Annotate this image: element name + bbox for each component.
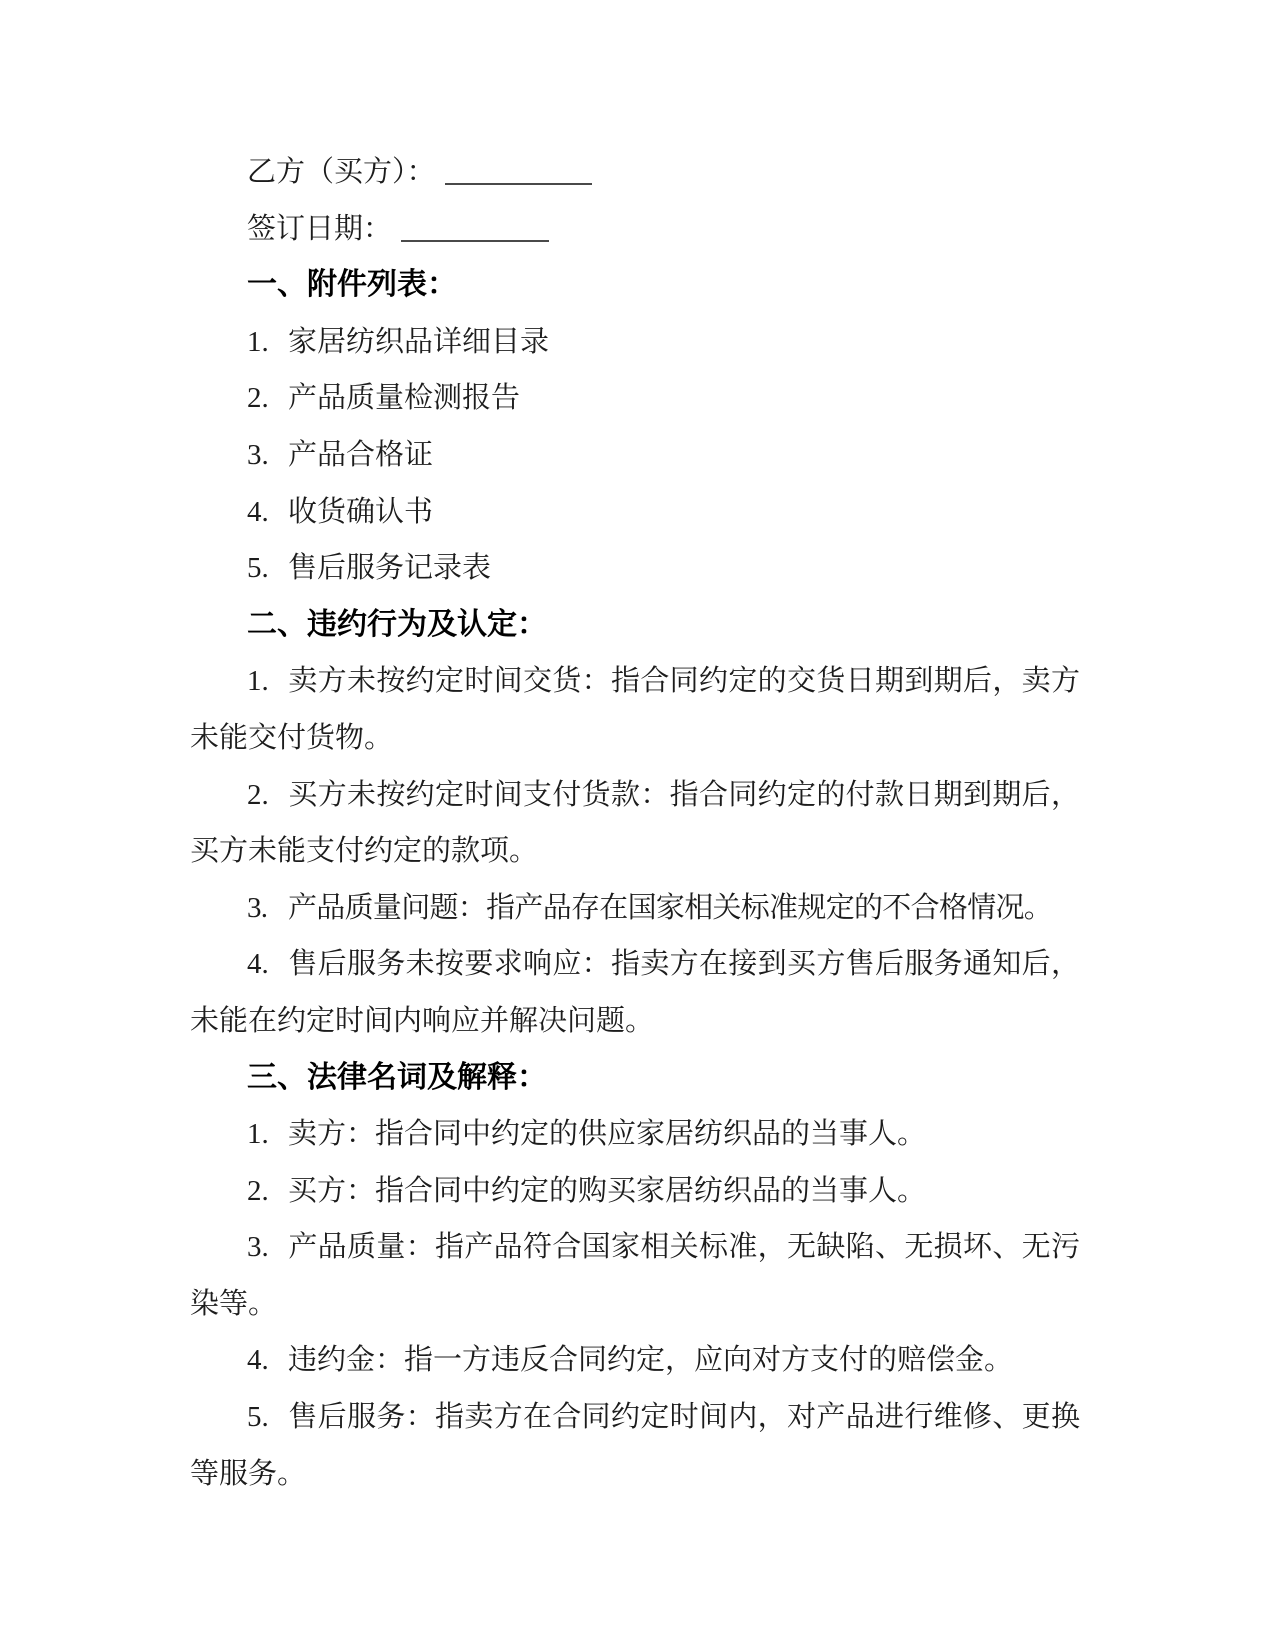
legal-term-item-wrap-line xyxy=(190,1276,1080,1333)
party-b-blank-underline xyxy=(445,177,592,185)
breach-item-first-line xyxy=(190,653,1080,710)
item-number: 1. xyxy=(247,1118,269,1151)
signing-date-line xyxy=(190,201,1080,258)
item-text: 违约金：指一方违反合同约定，应向对方支付的赔偿金。 xyxy=(288,1344,1014,1377)
legal-term-item-wrap-line xyxy=(190,1446,1080,1503)
breach-item-first-line xyxy=(190,767,1080,824)
section-heading-attachments: 一、附件列表： xyxy=(247,268,457,302)
contract-body xyxy=(190,144,1080,1502)
item-number: 1. xyxy=(247,325,269,358)
section-heading-breach: 二、违约行为及认定： xyxy=(247,607,547,641)
item-number: 2. xyxy=(247,1174,269,1207)
item-text-continued: 未能交付货物。 xyxy=(190,721,394,754)
item-number: 4. xyxy=(247,495,269,528)
item-number: 3. xyxy=(247,438,269,471)
breach-item-wrap-line xyxy=(190,993,1080,1050)
item-number: 3. xyxy=(247,891,268,924)
signing-date-blank-underline xyxy=(401,234,549,242)
item-text: 售后服务记录表 xyxy=(288,552,492,585)
breach-item xyxy=(190,880,1080,937)
item-number: 2. xyxy=(247,778,269,811)
item-text: 卖方：指合同中约定的供应家居纺织品的当事人。 xyxy=(288,1118,927,1151)
item-text: 产品质量：指产品符合国家相关标准，无缺陷、无损坏、无污 xyxy=(288,1231,1080,1264)
item-text: 收货确认书 xyxy=(288,495,434,528)
item-text: 产品合格证 xyxy=(288,438,434,471)
item-number: 2. xyxy=(247,382,269,415)
item-text: 卖方未按约定时间交货：指合同约定的交货日期到期后，卖方 xyxy=(288,665,1080,698)
item-text-continued: 未能在约定时间内响应并解决问题。 xyxy=(190,1004,655,1037)
attachment-item xyxy=(190,314,1080,371)
legal-term-item xyxy=(190,1163,1080,1220)
item-text: 产品质量问题：指产品存在国家相关标准规定的不合格情况。 xyxy=(288,891,1053,924)
legal-term-item-first-line xyxy=(190,1219,1080,1276)
legal-term-item xyxy=(190,1106,1080,1163)
attachment-item xyxy=(190,427,1080,484)
item-number: 5. xyxy=(247,552,269,585)
party-b-label: 乙方（买方）： xyxy=(247,156,436,188)
item-text: 买方未按约定时间支付货款：指合同约定的付款日期到期后， xyxy=(288,778,1080,811)
section-heading-legal-terms: 三、法律名词及解释： xyxy=(247,1060,547,1094)
item-number: 5. xyxy=(247,1401,269,1434)
signing-date-label: 签订日期： xyxy=(247,212,393,245)
breach-item-first-line xyxy=(190,936,1080,993)
breach-item-wrap-line xyxy=(190,710,1080,767)
attachment-item xyxy=(190,370,1080,427)
legal-term-item xyxy=(190,1332,1080,1389)
item-text: 售后服务未按要求响应：指卖方在接到买方售后服务通知后， xyxy=(288,948,1080,981)
item-text-continued: 买方未能支付约定的款项。 xyxy=(190,835,539,868)
item-number: 4. xyxy=(247,1344,269,1377)
breach-item-wrap-line xyxy=(190,823,1080,880)
attachment-item xyxy=(190,484,1080,541)
item-text: 买方：指合同中约定的购买家居纺织品的当事人。 xyxy=(288,1174,927,1207)
legal-term-item-first-line xyxy=(190,1389,1080,1446)
item-number: 4. xyxy=(247,948,269,981)
item-text: 售后服务：指卖方在合同约定时间内，对产品进行维修、更换 xyxy=(288,1401,1080,1434)
item-text-continued: 等服务。 xyxy=(190,1457,307,1490)
item-text-continued: 染等。 xyxy=(190,1287,278,1320)
item-text: 家居纺织品详细目录 xyxy=(288,325,550,358)
attachment-item xyxy=(190,540,1080,597)
party-b-line xyxy=(190,144,1080,201)
item-number: 1. xyxy=(247,665,269,698)
item-number: 3. xyxy=(247,1231,269,1264)
item-text: 产品质量检测报告 xyxy=(288,382,521,415)
